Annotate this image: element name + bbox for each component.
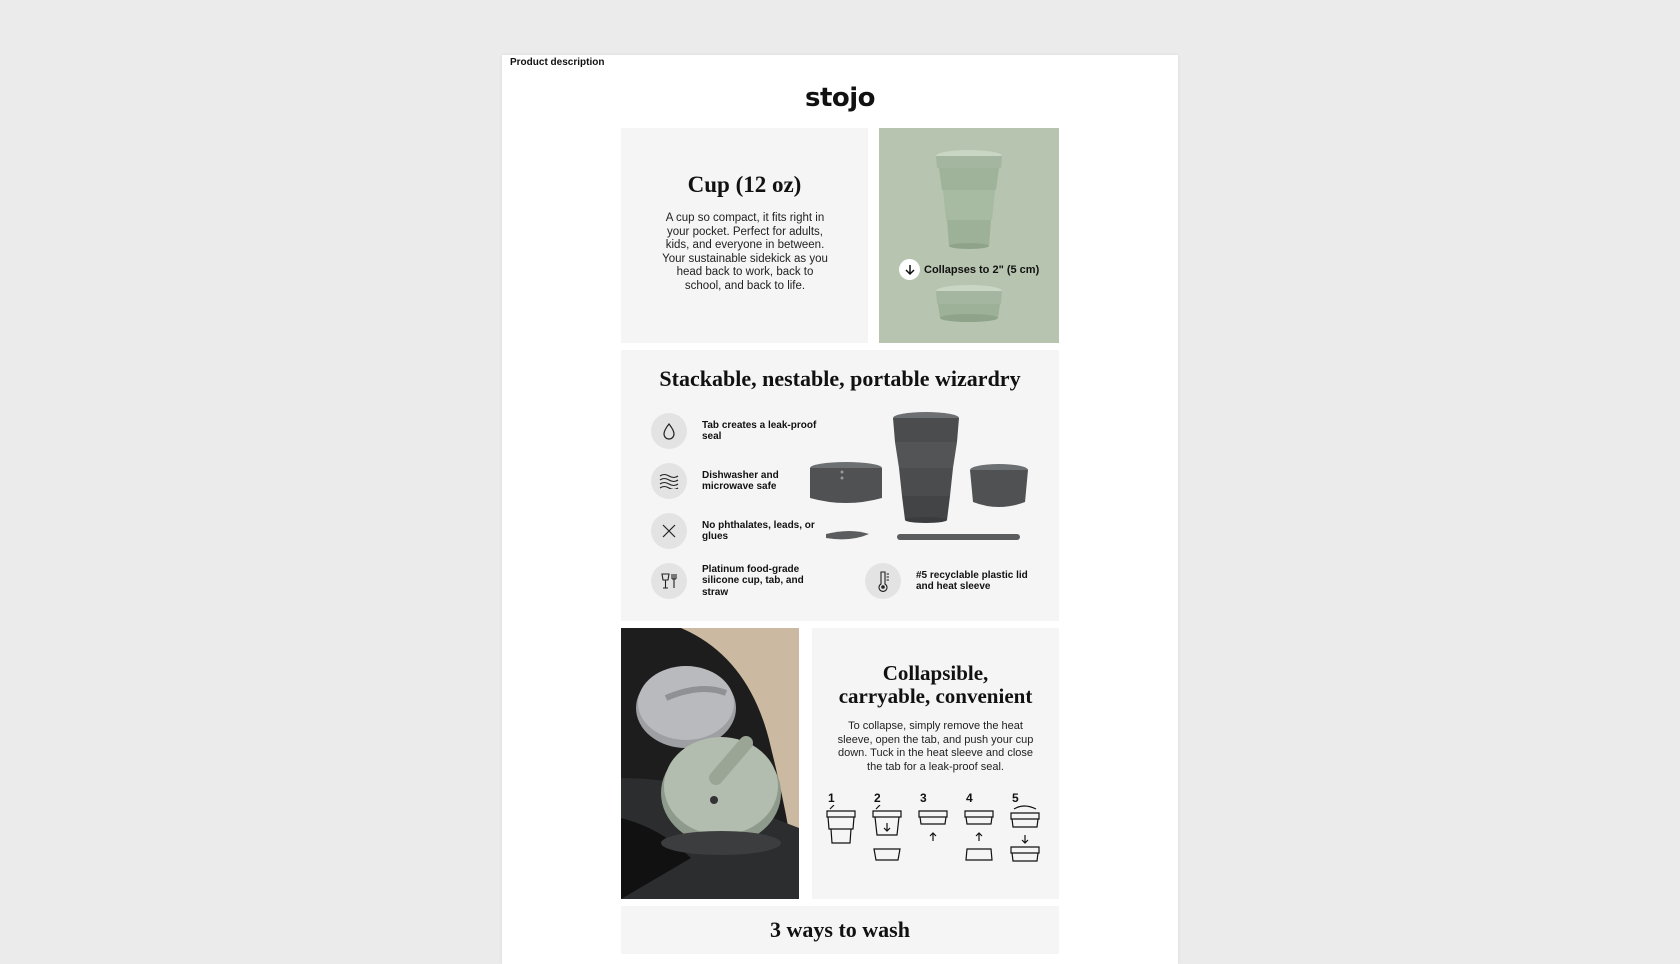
collapse-badge [899,259,1039,280]
collapse-steps-icons [824,805,1049,871]
cup-card [621,128,868,343]
section-label: Product description [510,57,605,68]
x-icon [651,513,687,549]
product-parts-image [801,410,1041,550]
brand-logo: stojo [804,83,876,113]
wash-title: 3 ways to wash [770,917,910,942]
cup-photo [879,128,1059,343]
product-description-page [502,55,1178,964]
feature-label: Platinum food-grade silicone cup, tab, and straw [702,563,804,598]
food-grade-icon [651,563,687,599]
car-cupholder-photo [621,628,799,899]
step-number: 2 [874,791,881,805]
stackable-title: Stackable, nestable, portable wizardry [659,366,1021,391]
sage-cup-image [879,128,1059,343]
collapsible-card [812,628,1059,899]
collapsible-description: To collapse, simply remove the heat sleeve, open the tab, and push your cup down. Tuck in the heat sleeve and close the tab for a leak-proof seal. [837,720,1034,773]
step-number: 1 [828,791,835,805]
feature-recyclable [865,563,1046,599]
cup-description: A cup so compact, it fits right in your pocket. Perfect for adults, kids, and everyone in between. Your sustainable sidekick as you head back to work, back to school, and back to life. [662,212,828,292]
step-number: 3 [920,791,927,805]
collapsible-title [812,662,1059,708]
waves-icon [651,463,687,499]
arrow-down-icon [899,259,920,280]
cups-in-car-image [621,628,799,899]
collapse-note: Collapses to 2" (5 cm) [924,263,1040,276]
feature-food-grade [651,563,832,599]
collapsible-title-line1: Collapsible, [882,661,989,685]
drop-icon [651,413,687,449]
step-number: 4 [966,791,973,805]
stackable-card [621,350,1059,621]
feature-label: Dishwasher and microwave safe [702,469,779,492]
step-number: 5 [1012,791,1019,805]
collapsible-title-line2: carryable, convenient [838,684,1033,708]
wash-card [621,906,1059,954]
feature-label: No phthalates, leads, or glues [702,519,815,542]
thermometer-icon [865,563,901,599]
feature-label: Tab creates a leak-proof seal [702,419,817,442]
collapse-steps-diagram [824,791,1049,871]
feature-label: #5 recyclable plastic lid and heat sleeve [916,569,1028,592]
cup-title: Cup (12 oz) [687,172,802,197]
